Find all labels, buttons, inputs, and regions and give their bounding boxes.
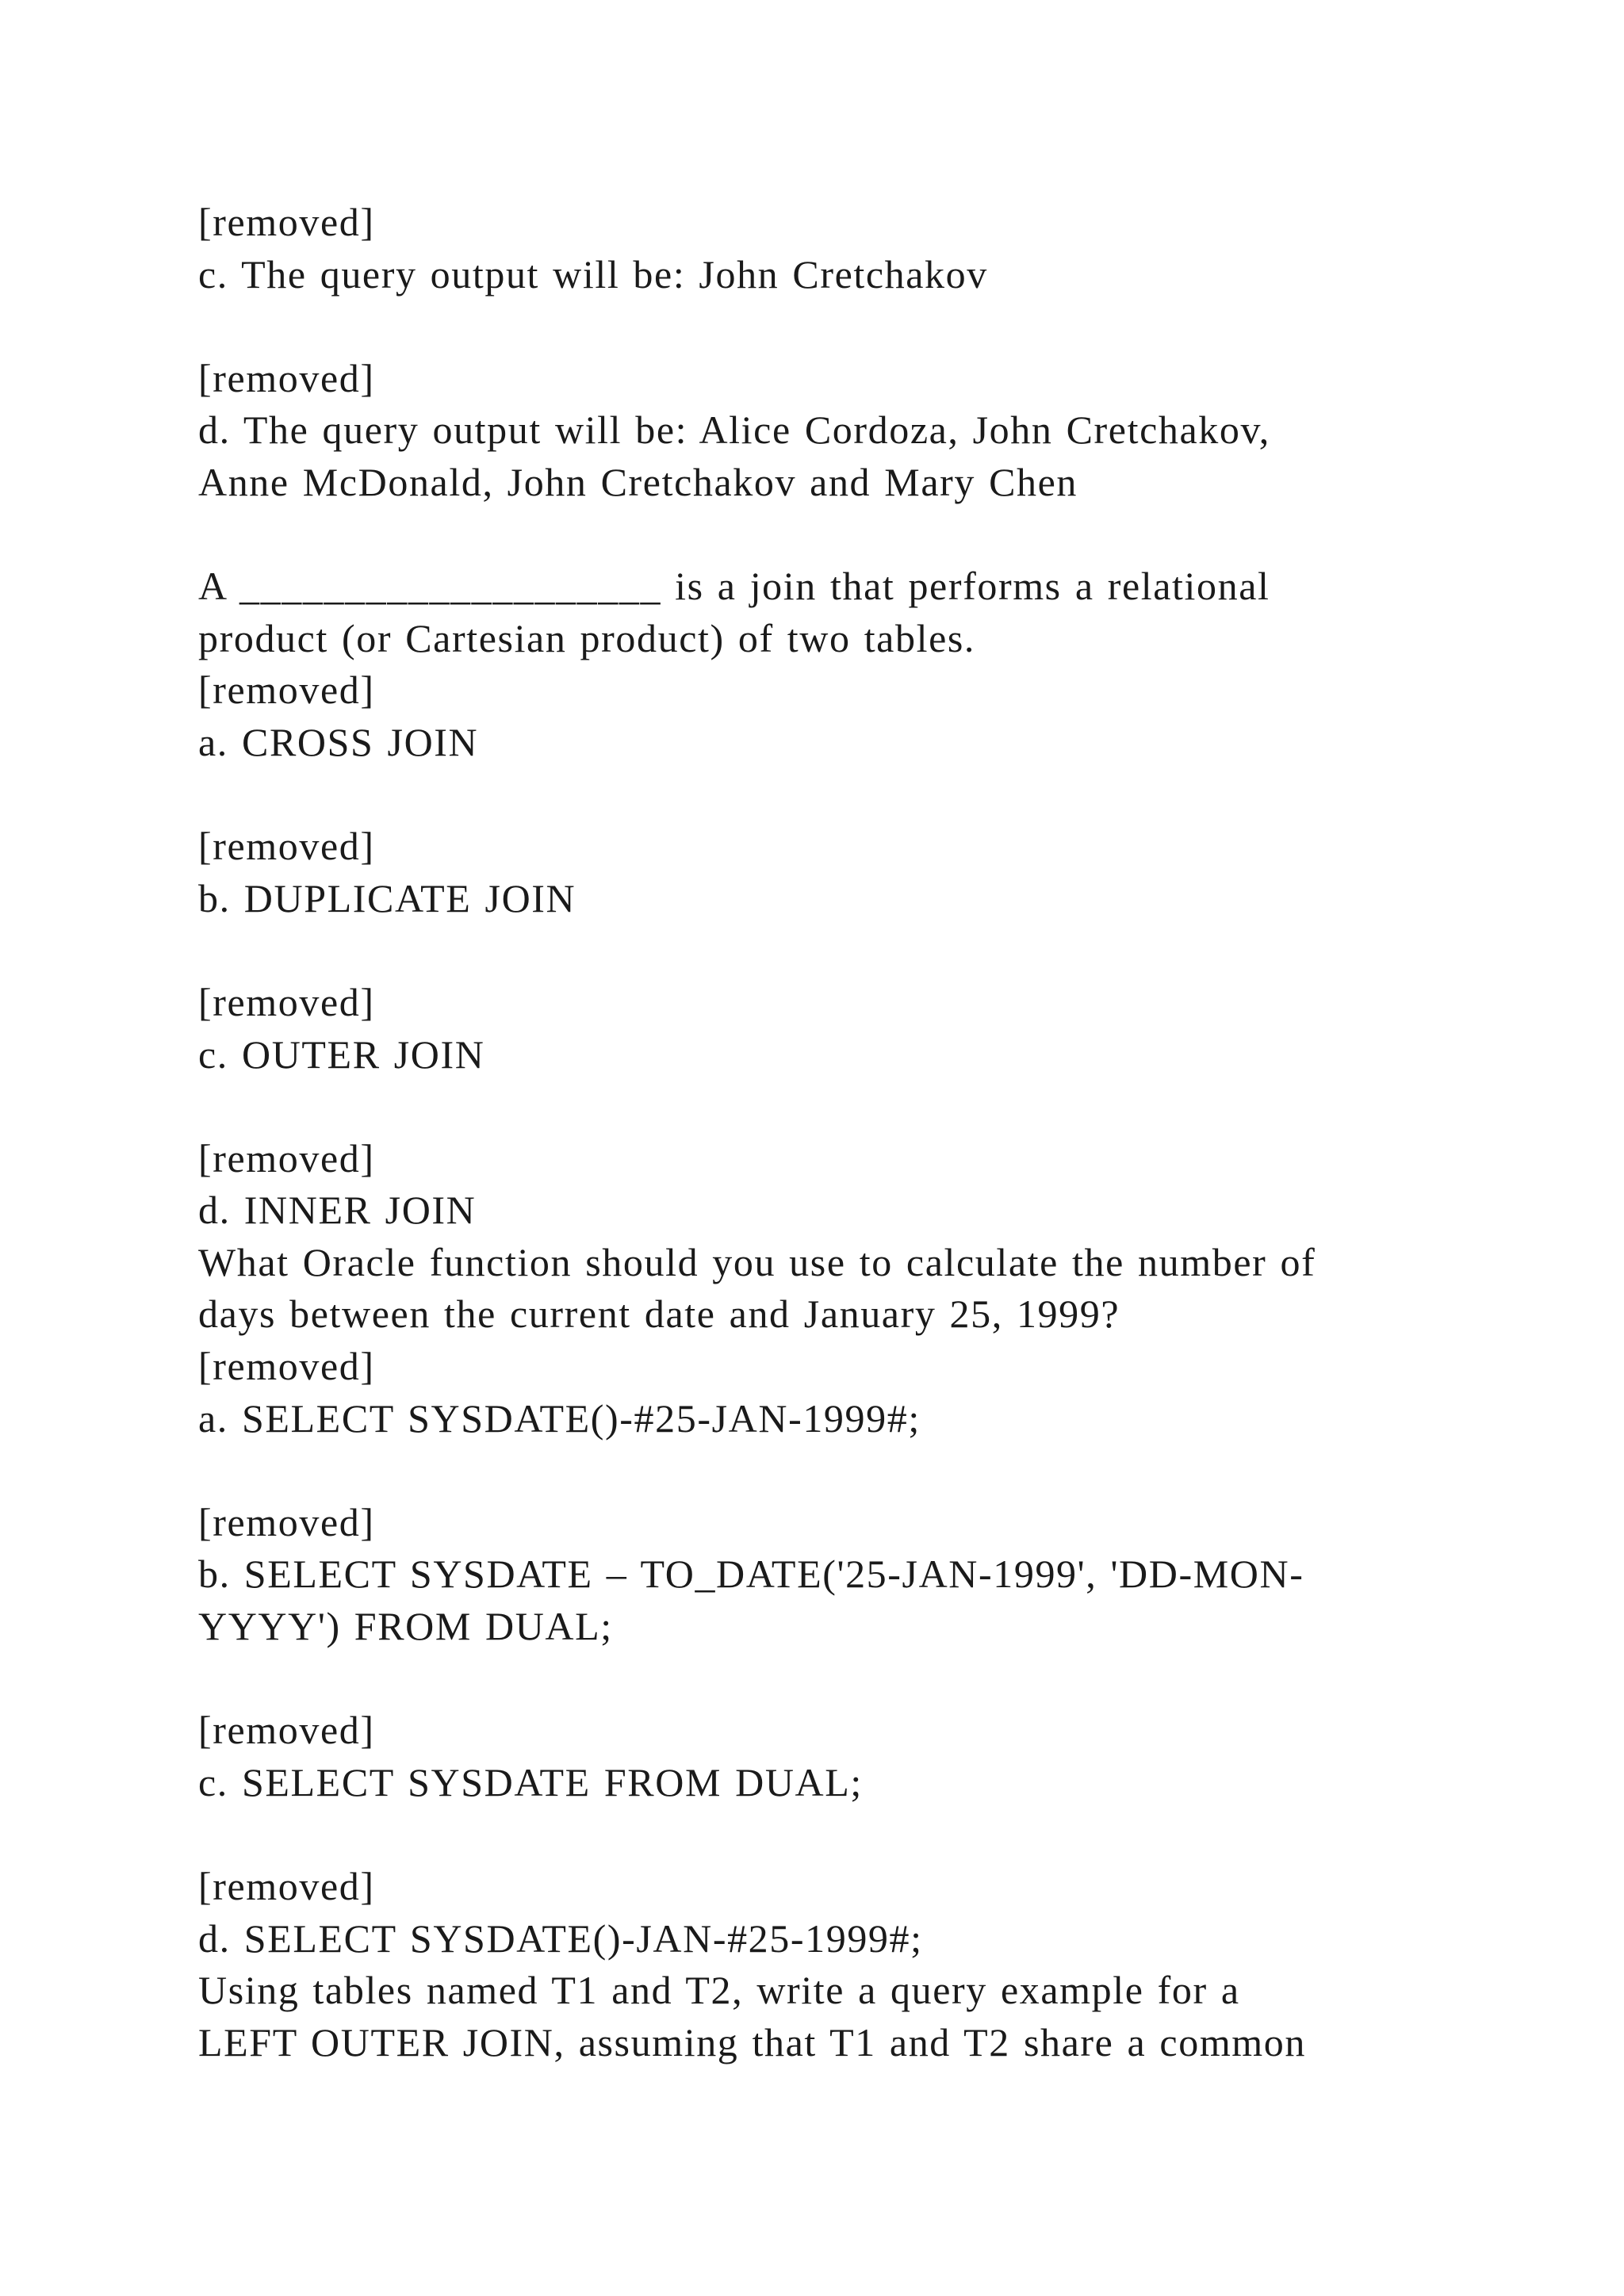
answer-option-c: c. OUTER JOIN: [198, 1031, 485, 1077]
question-text-continued: LEFT OUTER JOIN, assuming that T1 and T2 share a common: [198, 2019, 1307, 2064]
blank-line: [198, 1081, 1507, 1133]
removed-marker: [removed]: [198, 1864, 375, 1908]
question-text-continued: days between the current date and January 25, 1999?: [198, 1292, 1120, 1337]
blank-line: [198, 1653, 1507, 1705]
removed-marker: [removed]: [198, 1499, 375, 1544]
question-text: Using tables named T1 and T2, write a query example for a: [198, 1968, 1240, 2013]
blank-line: [198, 1808, 1507, 1861]
answer-option-b-continued: YYYY') FROM DUAL;: [198, 1604, 613, 1649]
answer-option-d: d. SELECT SYSDATE()-JAN-#25-1999#;: [198, 1915, 923, 1961]
answer-option-b: b. SELECT SYSDATE – TO_DATE('25-JAN-1999', 'DD-MON-: [198, 1552, 1304, 1597]
blank-line: [198, 1445, 1507, 1497]
question-text: A ____________________ is a join that performs a relational: [198, 564, 1270, 609]
blank-line: [198, 300, 1507, 353]
removed-marker: [removed]: [198, 824, 375, 869]
removed-marker: [removed]: [198, 1135, 375, 1181]
removed-marker: [removed]: [198, 1344, 375, 1389]
answer-option-c: c. SELECT SYSDATE FROM DUAL;: [198, 1759, 863, 1804]
answer-option-d-continued: Anne McDonald, John Cretchakov and Mary Chen: [198, 459, 1078, 504]
answer-option-b: b. DUPLICATE JOIN: [198, 875, 576, 920]
removed-marker: [removed]: [198, 668, 375, 713]
document-text: [198, 197, 1507, 2068]
answer-option-a: a. SELECT SYSDATE()-#25-JAN-1999#;: [198, 1395, 921, 1441]
removed-marker: [removed]: [198, 979, 375, 1024]
question-text: What Oracle function should you use to calculate the number of: [198, 1239, 1316, 1284]
removed-marker: [removed]: [198, 355, 375, 400]
answer-option-a: a. CROSS JOIN: [198, 719, 479, 764]
answer-option-c: c. The query output will be: John Cretchakov: [198, 251, 988, 297]
removed-marker: [removed]: [198, 200, 375, 244]
blank-line: [198, 509, 1507, 561]
blank-line: [198, 924, 1507, 977]
answer-option-d: d. The query output will be: Alice Cordoza, John Cretchakov,: [198, 408, 1270, 453]
answer-option-d: d. INNER JOIN: [198, 1188, 477, 1233]
removed-marker: [removed]: [198, 1708, 375, 1753]
blank-line: [198, 769, 1507, 821]
question-text-continued: product (or Cartesian product) of two tables.: [198, 615, 976, 660]
